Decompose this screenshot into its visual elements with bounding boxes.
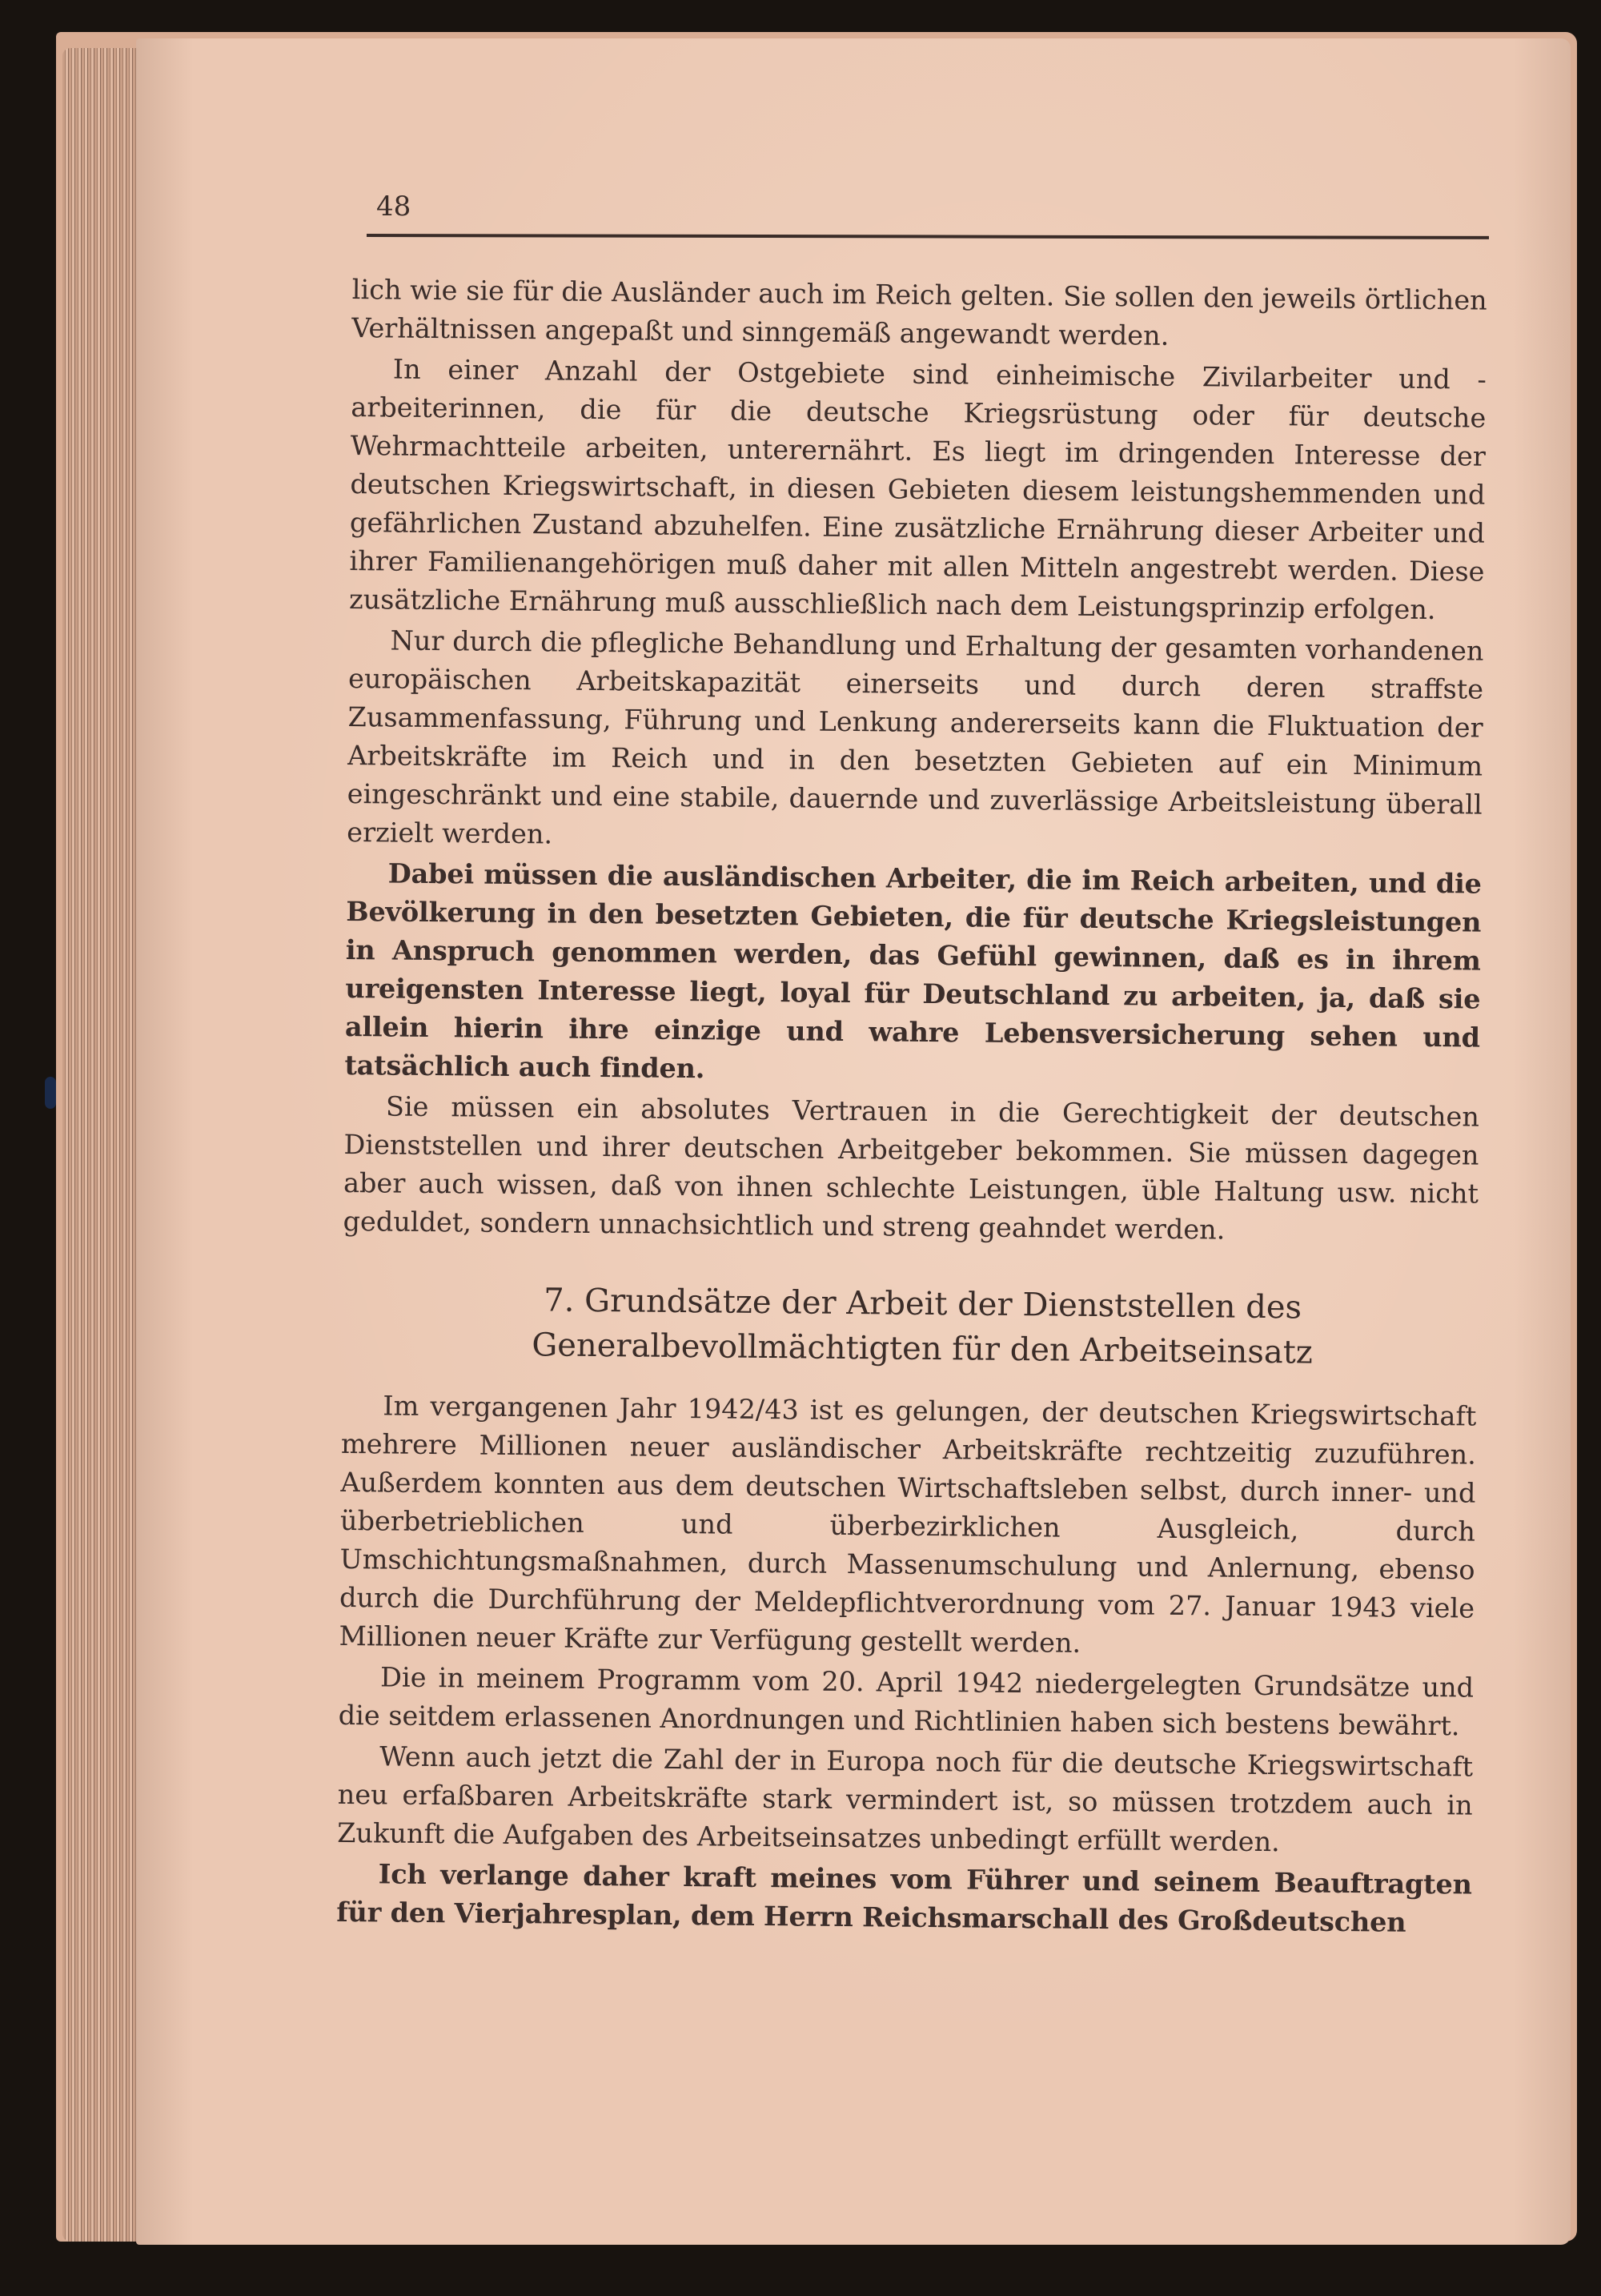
ink-spot	[45, 1077, 56, 1109]
paragraph: lich wie sie für die Ausländer auch im Reich gelten. Sie sollen den jeweils örtlichen Verhältnissen angepaßt und sinngemäß angewandt werden.	[351, 273, 1487, 351]
section-paragraph: Die in meinem Programm vom 20. April 1942 niedergelegten Grundsätze und die seitdem erlassenen Anordnungen und Richtlinien haben sich bestens bewährt.	[338, 1661, 1475, 1742]
page-number: 48	[376, 191, 411, 223]
section-paragraph: Im vergangenen Jahr 1942/43 ist es gelungen, der deutschen Kriegswirtschaft mehrere Millionen neuer ausländischer Arbeitskräfte rechtzeitig zuzuführen. Außerdem konnten aus dem deutschen Wirtschaftsleben selbst, durch inner- und überbetrieblichen und überbezirklichen Ausgleich, durch Umschichtungsmaßnahmen, durch Massenumschulung und Anlernung, ebenso durch die Durchführung der Meldepflichtverordnung vom 27. Januar 1943 viele Millionen neuer Kräfte zur Verfügung gestellt werden.	[339, 1390, 1477, 1659]
paragraph: Nur durch die pflegliche Behandlung und Erhaltung der gesamten vorhandenen europäischen Arbeitskapazität einerseits und durch deren straffste Zusammenfassung, Führung und Lenkung andererseits kann die Fluktuation der Arbeitskräfte im Reich und in den besetzten Gebieten auf ein Minimum eingeschränkt und eine stabile, dauernde und zuverlässige Arbeitsleistung überall erzielt werden.	[347, 624, 1484, 850]
text-column	[336, 271, 1487, 1945]
paragraph: In einer Anzahl der Ostgebiete sind einheimische Zivilarbeiter und -arbeiterinnen, die für die deutsche Kriegsrüstung oder für deutsche Wehrmachtteile arbeiten, unterernährt. Es liegt im dringenden Interesse der deutschen Kriegswirtschaft, in diesen Gebieten diesem leistungshemmenden und gefährlichen Zustand abzuhelfen. Eine zusätzliche Ernährung dieser Arbeiter und ihrer Familienangehörigen muß daher mit allen Mitteln angestrebt werden. Diese zusätzliche Ernährung muß ausschließlich nach dem Leistungsprinzip erfolgen.	[348, 353, 1487, 626]
paragraph: Sie müssen ein absolutes Vertrauen in die Gerechtigkeit der deutschen Dienststellen und ihrer deutschen Arbeitgeber bekommen. Sie müssen dagegen aber auch wissen, daß von ihnen schlechte Leistungen, üble Haltung usw. nicht geduldet, sondern unnachsichtlich und streng geahndet werden.	[343, 1090, 1480, 1246]
section-paragraph-emphasis: Ich verlange daher kraft meines vom Führer und seinem Beauftragten für den Vierjahresplan, dem Herrn Reichsmarschall des Großdeutschen	[336, 1858, 1472, 1938]
section-heading: 7. Grundsätze der Arbeit der Dienststellen des Generalbevollmächtigten für den Arbeitseinsatz	[532, 1282, 1314, 1371]
paragraph-emphasis: Dabei müssen die ausländischen Arbeiter, die im Reich arbeiten, und die Bevölkerung in den besetzten Gebieten, die für deutsche Kriegsleistungen in Anspruch genommen werden, das Gefühl gewinnen, daß es in ihrem ureigensten Interesse liegt, loyal für Deutschland zu arbeiten, ja, daß sie allein hierin ihre einzige und wahre Lebensversicherung sehen und tatsächlich auch finden.	[344, 857, 1482, 1085]
section-paragraph: Wenn auch jetzt die Zahl der in Europa noch für die deutsche Kriegswirtschaft neu erfaßbaren Arbeitskräfte stark vermindert ist, so müssen trotzdem auch in Zukunft die Aufgaben des Arbeitseinsatzes unbedingt erfüllt werden.	[337, 1740, 1474, 1858]
